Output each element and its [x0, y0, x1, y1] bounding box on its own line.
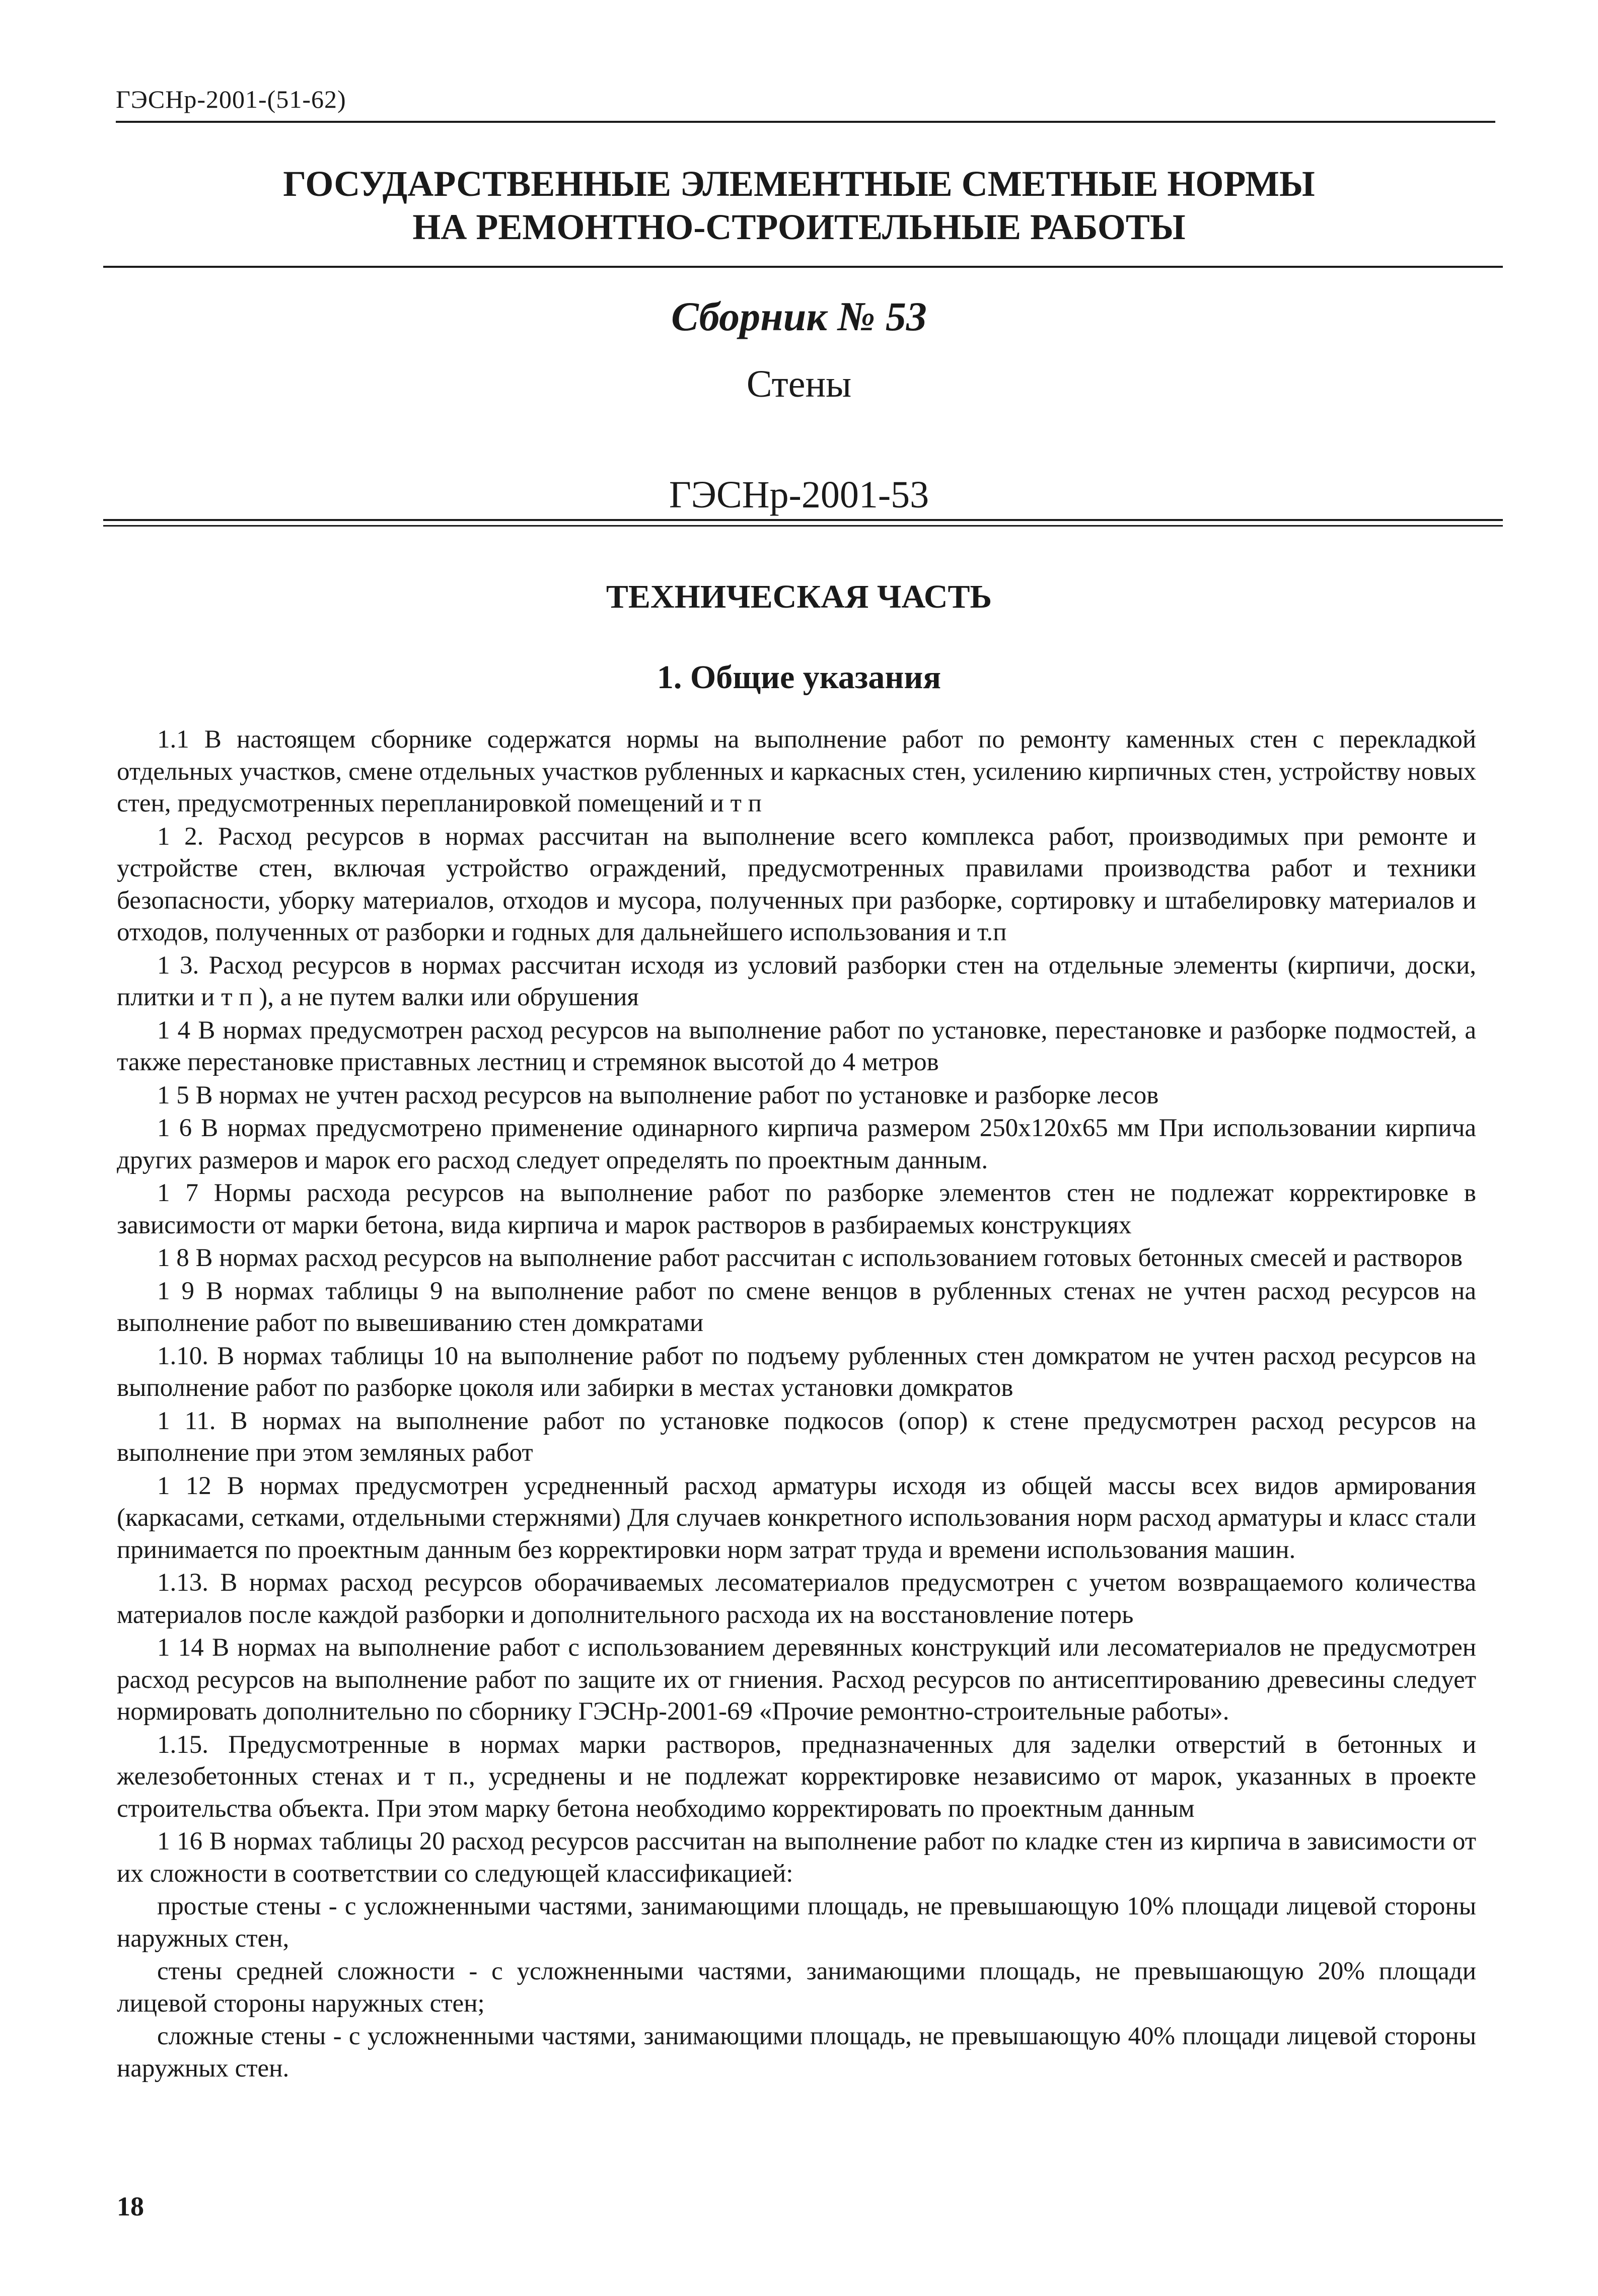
paragraph-1-16: 1 16 В нормах таблицы 20 расход ресурсов рассчитан на выполнение работ по кладке стен из кирпича в зависимости от их сложности в соответствии со следующей классификацией:: [117, 1827, 1476, 1888]
running-header: ГЭСНр-2001-(51-62): [116, 85, 346, 113]
paragraph-1-4: 1 4 В нормах предусмотрен расход ресурсов на выполнение работ по установке, перестановке и разборке подмостей, а также перестановке приставных лестниц и стремянок высотой до 4 метров: [117, 1016, 1476, 1076]
collection-label: Сборник № 53: [671, 293, 927, 339]
document-title-line-2: НА РЕМОНТНО-СТРОИТЕЛЬНЫЕ РАБОТЫ: [412, 207, 1186, 247]
header-rule: [116, 121, 1495, 123]
paragraph-1-5: 1 5 В нормах не учтен расход ресурсов на выполнение работ по установке и разборке лесов: [157, 1081, 1159, 1109]
page-number: 18: [117, 2191, 144, 2221]
code-rule-lower: [103, 525, 1503, 527]
paragraph-1-12: 1 12 В нормах предусмотрен усредненный расход арматуры исходя из общей массы всех видов армирования (каркасами, сетками, отдельными стержнями) Для случаев конкретного использования норм расход арматуры и класс стали принимается по проектным данным без корректировки норм затрат труда и времени использования машин.: [117, 1471, 1476, 1564]
classification-complex: сложные стены - с усложненными частями, занимающими площадь, не превышающую 40% площади лицевой стороны наружных стен.: [117, 2022, 1476, 2083]
title-rule: [103, 266, 1503, 268]
paragraph-1-8: 1 8 В нормах расход ресурсов на выполнение работ рассчитан с использованием готовых бетонных смесей и растворов: [157, 1244, 1463, 1272]
section-title: ТЕХНИЧЕСКАЯ ЧАСТЬ: [606, 578, 992, 615]
document-title: [0, 162, 1598, 249]
subsection-title: 1. Общие указания: [657, 659, 941, 696]
code-rule-upper: [103, 519, 1503, 521]
paragraph-1-6: 1 6 В нормах предусмотрено применение одинарного кирпича размером 250x120x65 мм При использовании кирпича других размеров и марок его расход следует определять по проектным данным.: [117, 1114, 1476, 1174]
collection-code: ГЭСНр-2001-53: [669, 474, 929, 516]
paragraph-1-11: 1 11. В нормах на выполнение работ по установке подкосов (опор) к стене предусмотрен расход ресурсов на выполнение при этом земляных работ: [117, 1406, 1476, 1467]
classification-medium: стены средней сложности - с усложненными частями, занимающими площадь, не превышающую 20% площади лицевой стороны наружных стен;: [117, 1957, 1476, 2018]
paragraph-1-9: 1 9 В нормах таблицы 9 на выполнение работ по смене венцов в рубленных стенах не учтен расход ресурсов на выполнение работ по вывешиванию стен домкратами: [117, 1277, 1476, 1337]
paragraph-1-14: 1 14 В нормах на выполнение работ с использованием деревянных конструкций или лесоматериалов не предусмотрен расход ресурсов на выполнение работ по защите их от гниения. Расход ресурсов по антисептированию древесины следует нормировать дополнительно по сборнику ГЭСНр-2001-69 «Прочие ремонтно-строительные работы».: [117, 1634, 1476, 1726]
paragraph-1-2: 1 2. Расход ресурсов в нормах рассчитан на выполнение всего комплекса работ, производимых при ремонте и устройстве стен, включая устройство ограждений, предусмотренных правилами производства работ и техники безопасности, уборку материалов, отходов и мусора, полученных при разборке, сортировку и штабелировку материалов и отходов, полученных от разборки и годных для дальнейшего использования и т.п: [117, 822, 1476, 946]
paragraph-1-1: 1.1 В настоящем сборнике содержатся нормы на выполнение работ по ремонту каменных стен с перекладкой отдельных участков, смене отдельных участков рубленных и каркасных стен, усилению кирпичных стен, устройству новых стен, предусмотренных перепланировкой помещений и т п: [117, 725, 1476, 818]
paragraph-1-15: 1.15. Предусмотренные в нормах марки растворов, предназначенных для заделки отверстий в бетонных и железобетонных стенах и т п., усреднены и не подлежат корректировке независимо от марок, указанных в проекте строительства объекта. При этом марку бетона необходимо корректировать по проектным данным: [117, 1730, 1476, 1823]
classification-simple: простые стены - с усложненными частями, занимающими площадь, не превышающую 10% площади лицевой стороны наружных стен,: [117, 1892, 1476, 1953]
document-title-line-1: ГОСУДАРСТВЕННЫЕ ЭЛЕМЕНТНЫЕ СМЕТНЫЕ НОРМЫ: [283, 164, 1315, 204]
paragraph-1-13: 1.13. В нормах расход ресурсов оборачиваемых лесоматериалов предусмотрен с учетом возвращаемого количества материалов после каждой разборки и дополнительного расхода их на восстановление потерь: [117, 1569, 1476, 1629]
collection-subject: Стены: [746, 363, 852, 405]
paragraph-1-7: 1 7 Нормы расхода ресурсов на выполнение работ по разборке элементов стен не подлежат корректировке в зависимости от марки бетона, вида кирпича и марок растворов в разбираемых конструкциях: [117, 1179, 1476, 1239]
paragraph-1-10: 1.10. В нормах таблицы 10 на выполнение работ по подъему рубленных стен домкратом не учтен расход ресурсов на выполнение работ по разборке цоколя или забирки в местах установки домкратов: [117, 1342, 1476, 1402]
body-text: [117, 724, 1476, 2086]
paragraph-1-3: 1 3. Расход ресурсов в нормах рассчитан исходя из условий разборки стен на отдельные элементы (кирпичи, доски, плитки и т п ), а не путем валки или обрушения: [117, 951, 1476, 1011]
